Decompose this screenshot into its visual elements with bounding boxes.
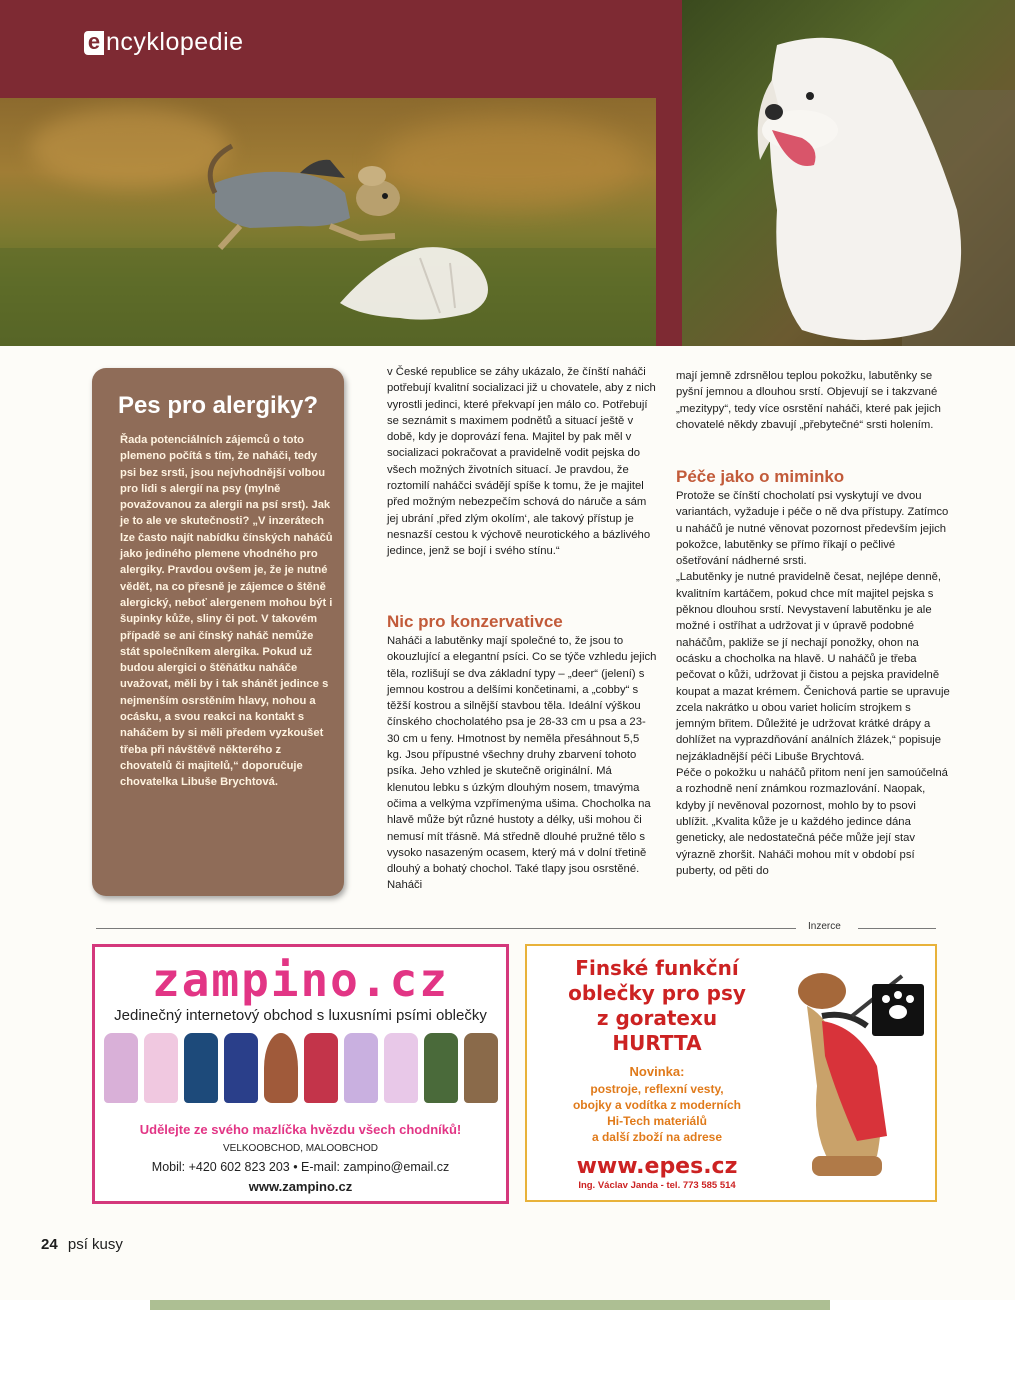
photo-running-dog — [0, 98, 656, 346]
page-footer — [41, 1236, 123, 1253]
zampino-url[interactable]: www.zampino.cz — [248, 1179, 353, 1194]
article-column-middle-lower — [387, 633, 657, 894]
sidebar-box-allergy — [92, 368, 344, 896]
scan-bleed-strip — [150, 1300, 830, 1310]
section-label — [84, 28, 244, 57]
hurtta-novinka-line: a další zboží na adrese — [591, 1130, 723, 1144]
article-paragraph: mají jemně zdrsnělou teplou pokožku, labutěnky se pyšní jemnou a dlouhou srstí. Objevují se i takzvané „mezitypy“, tedy více osrstění naháči, které pak jejich chovatelé někdy zbavují „přebytečné“ srsti holením. — [676, 370, 941, 431]
hurtta-url[interactable]: www.epes.cz — [576, 1154, 738, 1179]
sidebar-body: Řada potenciálních zájemců o toto plemeno počítá s tím, že naháči, tedy psi bez srsti, jsou nejvhodnější volbou pro lidi s alergií na psy (mylně považovanou za alergii na psí srst). Jak je to ale ve skutečnosti? „V inzerátech lze často najít nabídku čínských naháčů jako jediného plemene vhodného pro alergiky. Pravdou ovšem je, že je nutné vědět, na co přesně je zájemce o štěně alergický, neboť alergenem mohou být i šupinky kůže, sliny či pot. V takovém případě se ani čínský naháč nemůže stát společníkem alergika. Pokud už budou alergici o štěňátku naháče uvažovat, měli by i tak shánět jedince s nejmenším osrstěním hlavy, nohou a ocásku, a svou reakci na kontakt s naháčem by si měli předem vyzkoušet třeba při návštěvě některého z chovatelů či majitelů,“ doporučuje chovatelka Libuše Brychtová. — [120, 434, 333, 789]
zampino-slogan: Udělejte ze svého mazlíčka hvězdu všech chodníků! — [139, 1122, 462, 1137]
zampino-shop-type: VELKOOBCHOD, MALOOBCHOD — [222, 1143, 379, 1154]
ad-zampino[interactable] — [92, 944, 509, 1204]
hurtta-novinka-line: postroje, reflexní vesty, — [590, 1082, 724, 1096]
zampino-product-photos — [103, 1033, 498, 1115]
zampino-logo: zampino.cz — [152, 953, 449, 1007]
article-paragraph: „Labutěnky je nutné pravidelně česat, nejlépe denně, kvalitním kartáčem, pokud chce mít majitel pejska s pěknou dlouhou srstí. Nevystavení labutěnku je ale možné i ostříhat a udržovat ji v úpravě podobné naháčům, pakliže se jí nechají ponožky, ohon na ocásku a chocholka na hlavě. U naháčů je třeba pečovat o kůži, udržovat ji čistou a pejska pravidelně koupat a mazat krémem. Čenichová partie se upravuje zcela nakrátko u obou variet holicím strojkem s jemným břitem. Důležité je udržovat krátké drápy a dohlížet na vyprazdňování análních žlázek,“ popisuje nejzákladnější péči Libuše Brychtová. — [676, 571, 950, 763]
hurtta-novinka-text — [537, 1081, 777, 1145]
subheading-pece-jako-o-miminko: Péče jako o miminko — [676, 467, 845, 486]
magazine-name: psí kusy — [67, 1236, 123, 1253]
section-name: ncyklopedie — [106, 28, 244, 56]
article-column-middle — [387, 364, 657, 560]
article-column-right-lower — [676, 488, 951, 879]
hurtta-title-line: z goratexu — [596, 1006, 718, 1030]
hurtta-title-line: oblečky pro psy — [568, 981, 746, 1005]
zampino-contact: Mobil: +420 602 823 203 • E-mail: zampino@email.cz — [151, 1160, 450, 1174]
subheading-nic-pro-konzervativce: Nic pro konzervativce — [387, 612, 563, 631]
hurtta-title-line: HURTTA — [612, 1031, 702, 1055]
section-initial: e — [84, 31, 104, 55]
running-dog-figure — [210, 146, 400, 248]
hurtta-novinka-heading: Novinka: — [629, 1064, 685, 1079]
photo-divider — [656, 98, 682, 346]
ad-divider-right — [858, 928, 936, 929]
page-number: 24 — [41, 1236, 58, 1253]
article-paragraph: Protože se čínští chocholatí psi vyskytují ve dvou variantách, vyžaduje i péče o ně dva přístupy. Zatímco u naháčů je nutné věnovat pozornost především jejich pokožce, labutěnky se přímo říkají o pečlivé ošetřování nádherné srsti. — [676, 490, 949, 568]
article-paragraph: v České republice se záhy ukázalo, že čínští naháči potřebují kvalitní socializaci již u chovatele, aby z nich vyrostli jedinci, které překvapí jen málo co. Potřebují se seznámit s maximem podnětů a situací ještě v době, kdy je doprovází fena. Majitel by pak měl v socializaci pokračovat a pravidelně vodit pejska do všech možných životních situací. Je pravdou, že roztomilí naháčci svádějí spíše k tomu, že je majitel před možným nebezpečím schová do náruče a sám jej ubrání ‚před zlým okolím‘, ale takový přístup je nesnazší cestou k výchově neurotického a bázlivého jedince, jenž se bojí i svého stínu.“ — [387, 366, 656, 558]
ad-hurtta[interactable] — [525, 944, 937, 1202]
ad-divider-left — [96, 928, 796, 929]
photo-powderpuff-dog — [682, 0, 1015, 346]
hurtta-novinka-line: obojky a vodítka z moderních — [572, 1098, 742, 1112]
hurtta-novinka-line: Hi-Tech materiálů — [607, 1114, 707, 1128]
header-band — [0, 0, 682, 98]
ad-section-label: Inzerce — [808, 921, 841, 932]
hurtta-contact: Ing. Václav Janda - tel. 773 585 514 — [578, 1180, 736, 1191]
hurtta-title — [537, 956, 777, 1056]
hurtta-logo — [872, 984, 924, 1036]
article-column-right — [676, 368, 951, 433]
zampino-tagline: Jedinečný internetový obchod s luxusními psími oblečky — [114, 1007, 487, 1024]
article-paragraph: Péče o pokožku u naháčů přitom není jen samoúčelná a rozhodně není známkou rozmazlování. Naopak, kdyby jí nevěnoval pozornost, mohlo by to psovi ublížit. „Kvalita kůže je u každého jedince dána geneticky, ale nedostatečná péče může její stav výrazně zhoršit. Naháči mohou mít v období psí puberty, od pěti do — [676, 767, 948, 877]
scan-margin — [0, 1300, 1024, 1395]
article-paragraph: Naháči a labutěnky mají společné to, že jsou to okouzlující a elegantní psíci. Co se týče vzhledu jejich těla, rozlišují se dva základní typy – „deer“ (jelení) s jemnou kostrou a delšími končetinami, a „cobby“ s těžší kostrou a silnější stavbou těla. Ideální výškou čínského chocholatého psa je 28-33 cm u psa a 23-30 cm u feny. Hmotnost by neměla přesáhnout 5,5 kg. Jsou přípustné všechny druhy zbarvení tohoto psíka. Jeho vzhled je skutečně originální. Má klenutou lebku s úzkým dlouhým nosem, tmavýma očima a velkýma vzpřímenýma ušima. Chocholka na hlavě může být různé hustoty a délky, uši mohou či nemusí mít třásně. Má středně dlouhé pružné tělo s vysoko nasazeným ocasem, který má v dolní třetině dlouhý a bohatý chochol. Také tlapy jsou osrstěné. Naháči — [387, 635, 657, 892]
sidebar-title: Pes pro alergiky? — [117, 392, 319, 419]
hurtta-title-line: Finské funkční — [575, 956, 739, 980]
